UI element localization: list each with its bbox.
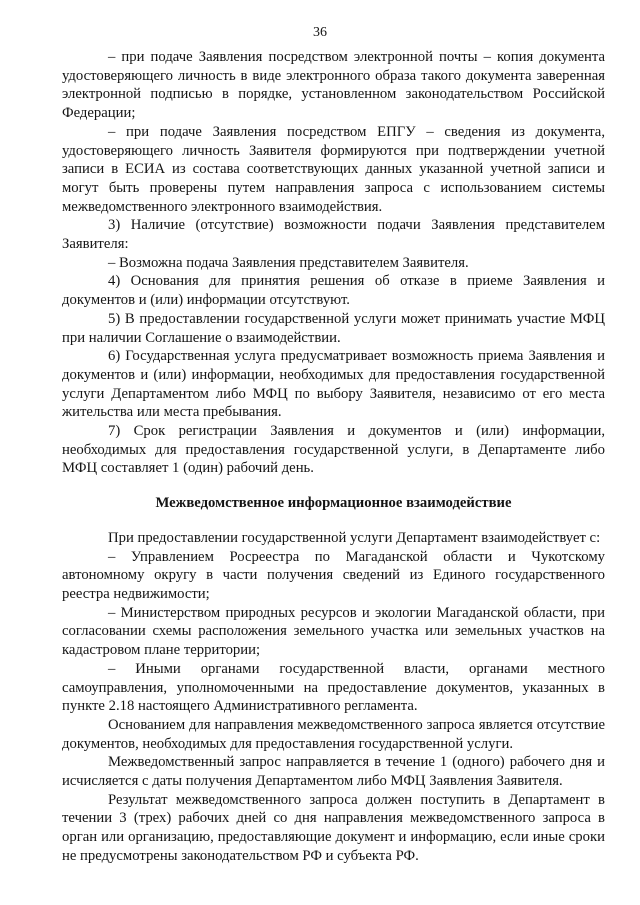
paragraph-item-4: 4) Основания для принятия решения об отказе в приеме Заявления и документов и (или) информации отсутствуют. (62, 273, 605, 309)
paragraph-ministry: – Министерством природных ресурсов и экологии Магаданской области, при согласовании схемы расположения земельного участка или земельных участков на кадастровом плане территории; (62, 604, 605, 659)
paragraph-rosreestr: – Управлением Росреестра по Магаданской области и Чукотскому автономному округу в части получения сведений из Единого государственного реестра недвижимости; (62, 548, 605, 602)
paragraph-request-result: Результат межведомственного запроса должен поступить в Департамент в течении 3 (трех) рабочих дней со дня направления межведомственного запроса в орган или организацию, предоставляющие документ и информацию, если иные сроки не предусмотрены законодательством РФ и субъекта РФ. (62, 791, 605, 864)
paragraph-request-timing: Межведомственный запрос направляется в течение 1 (одного) рабочего дня и исчисляется с даты получения Департаментом либо МФЦ Заявления Заявителя. (62, 754, 605, 790)
paragraph-email-submission: – при подаче Заявления посредством электронной почты – копия документа удостоверяющего личность в виде электронного образа такого документа заверенная электронной подписью в порядке, установленном законодательством Российской Федерации; (62, 49, 605, 122)
paragraph-epgu-submission: – при подаче Заявления посредством ЕПГУ – сведения из документа, удостоверяющего личность Заявителя формируются при подтверждении учетной записи в ЕСИА из состава соответствующих данных указанной учетной записи и могут быть проверены путем направления запроса с использованием системы межведомственного электронного взаимодействия. (62, 123, 605, 215)
page-number: 36 (313, 25, 327, 40)
section-heading: Межведомственное информационное взаимодействие (155, 495, 512, 512)
paragraph-item-5: 5) В предоставлении государственной услуги может принимать участие МФЦ при наличии Соглашение о взаимодействии. (62, 310, 605, 346)
paragraph-request-basis: Основанием для направления межведомственного запроса является отсутствие документов, необходимых для предоставления государственной услуги. (62, 716, 605, 752)
paragraph-item-6: 6) Государственная услуга предусматривает возможность приема Заявления и документов и (или) информации, необходимых для предоставления государственной услуги Департаментом либо МФЦ по выбору Заявителя, независимо от его места жительства или места пребывания. (62, 348, 605, 421)
paragraph-item-3: 3) Наличие (отсутствие) возможности подачи Заявления представителем Заявителя: (62, 217, 605, 253)
paragraph-representative: – Возможна подача Заявления представителем Заявителя. (108, 254, 469, 271)
paragraph-interaction-intro: При предоставлении государственной услуги Департамент взаимодействует с: (108, 529, 601, 546)
document-body (62, 48, 605, 866)
paragraph-other-bodies: – Иными органами государственной власти, органами местного самоуправления, уполномоченными на предоставление документов, указанных в пункте 2.18 настоящего Административного регламента. (62, 660, 605, 715)
paragraph-item-7: 7) Срок регистрации Заявления и документов и (или) информации, необходимых для предоставления государственной услуги, в Департаменте либо МФЦ составляет 1 (один) рабочий день. (62, 423, 605, 477)
